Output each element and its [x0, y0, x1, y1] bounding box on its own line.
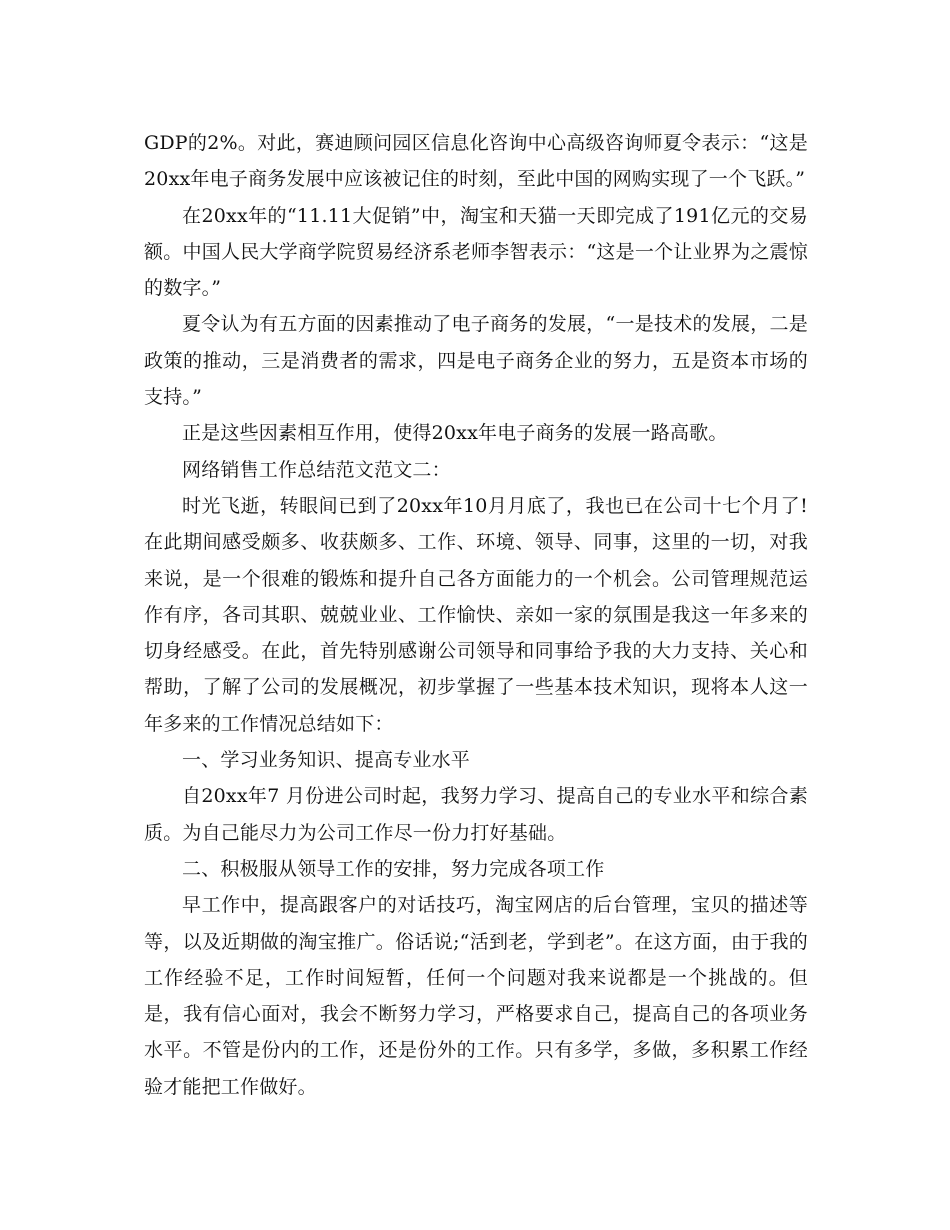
paragraph-10: 早工作中，提高跟客户的对话技巧，淘宝网店的后台管理，宝贝的描述等等，以及近期做的淘宝推广。俗话说;“活到老，学到老”。在这方面，由于我的工作经验不足，工作时间短暂，任何一个问题对我来说都是一个挑战的。但是，我有信心面对，我会不断努力学习，严格要求自己，提高自己的各项业务水平。不管是份内的工作，还是份外的工作。只有多学，多做，多积累工作经验才能把工作做好。 [144, 894, 808, 1098]
paragraph-2: 在20xx年的“11.11大促销”中，淘宝和天猫一天即完成了191亿元的交易额。中国人民大学商学院贸易经济系老师李智表示：“这是一个让业界为之震惊的数字。” [144, 204, 808, 300]
section-title-example-2: 网络销售工作总结范文范文二： [182, 458, 451, 481]
paragraph-3: 夏令认为有五方面的因素推动了电子商务的发展，“一是技术的发展，二是政策的推动，三是消费者的需求，四是电子商务企业的努力，五是资本市场的支持。” [144, 313, 808, 409]
heading-2: 二、积极服从领导工作的安排，努力完成各项工作 [182, 857, 605, 880]
paragraph-8: 自20xx年7 月份进公司时起，我努力学习、提高自己的专业水平和综合素质。为自己能尽力为公司工作尽一份力打好基础。 [144, 785, 808, 844]
paragraph-4: 正是这些因素相互作用，使得20xx年电子商务的发展一路高歌。 [182, 422, 728, 445]
paragraph-1: GDP的2%。对此，赛迪顾问园区信息化咨询中心高级咨询师夏令表示：“这是20xx年电子商务发展中应该被记住的时刻，至此中国的网购实现了一个飞跃。” [144, 132, 808, 191]
document-body [144, 125, 808, 1105]
paragraph-6: 时光飞逝，转眼间已到了20xx年10月月底了，我也已在公司十七个月了!在此期间感受颇多、收获颇多、工作、环境、领导、同事，这里的一切，对我来说，是一个很难的锻炼和提升自己各方面能力的一个机会。公司管理规范运作有序，各司其职、兢兢业业、工作愉快、亲如一家的氛围是我这一年多来的切身经感受。在此，首先特别感谢公司领导和同事给予我的大力支持、关心和帮助，了解了公司的发展概况，初步掌握了一些基本技术知识，现将本人这一年多来的工作情况总结如下： [144, 494, 808, 735]
heading-1: 一、学习业务知识、提高专业水平 [182, 749, 471, 772]
